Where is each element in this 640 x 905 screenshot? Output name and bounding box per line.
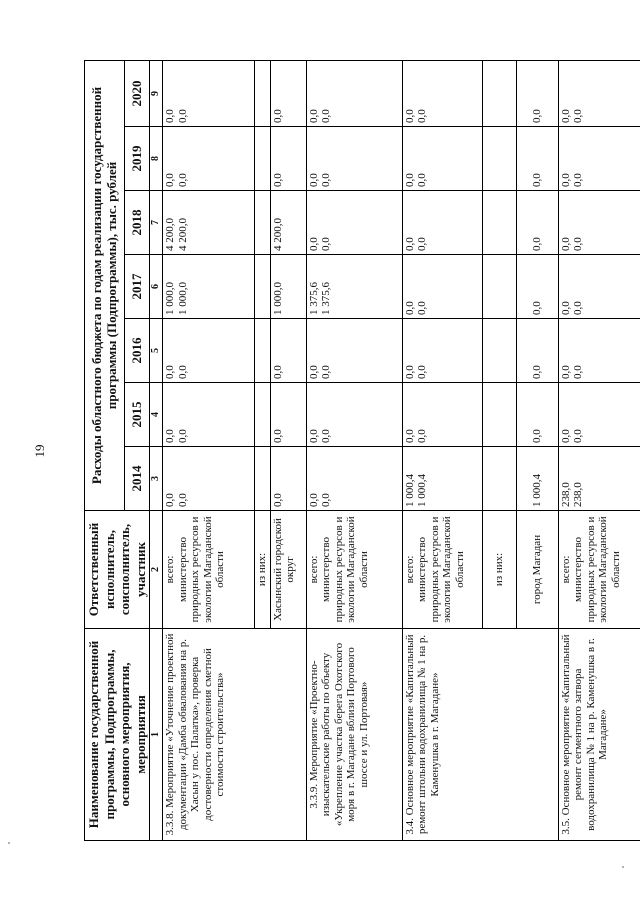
value: 0,0 (307, 237, 320, 251)
column-number: 9 (150, 60, 163, 126)
budget-table (84, 60, 640, 841)
value: 0,0 (403, 301, 416, 315)
value: 238,0 (559, 482, 572, 507)
value: 0,0 (572, 237, 585, 251)
header-year: 2015 (124, 383, 150, 447)
value: 1 000,4 (516, 447, 558, 511)
header-name: Наименование государственной программы, Подпрограммы, основного мероприятия, мероприятия (85, 629, 150, 841)
empty-cell (254, 447, 270, 511)
rotated-table-sheet (84, 61, 623, 841)
value: 0,0 (307, 109, 320, 123)
responsible-district: Хасынский городской округ (270, 511, 306, 629)
value: 0,0 (270, 383, 306, 447)
value: 0,0 (516, 127, 558, 191)
value-cell (558, 191, 640, 255)
empty-cell (254, 60, 270, 126)
value: 0,0 (163, 429, 176, 443)
value-cell (402, 383, 482, 447)
header-year: 2019 (124, 127, 150, 191)
value: 0,0 (163, 109, 176, 123)
value: 0,0 (176, 173, 189, 187)
measure-name: 3.3.9. Мероприятие «Проектно-изыскательские работы по объекту «Укрепление участка берега Охотского моря в г. Магадане вблизи Портового шоссе и ул. Портовая» (306, 629, 402, 841)
scan-dot (8, 842, 10, 844)
value-cell (306, 383, 402, 447)
value: 0,0 (559, 173, 572, 187)
value-cell (162, 191, 254, 255)
measure-name: 3.3.8. Мероприятие «Уточнение проектной документации «Дамба обвалования на р. Хасын у пос. Палатка», проверка достоверности определения сметной стоимости строительства» (162, 629, 306, 841)
value: 0,0 (163, 365, 176, 379)
empty-cell (482, 447, 516, 511)
responsible-subheader: из них: (482, 511, 516, 629)
value: 0,0 (270, 319, 306, 383)
empty-cell (482, 319, 516, 383)
value: 0,0 (320, 173, 333, 187)
value: 1 000,4 (416, 474, 429, 507)
value: 0,0 (403, 429, 416, 443)
value-cell (306, 191, 402, 255)
value-cell (402, 319, 482, 383)
value: 0,0 (416, 365, 429, 379)
value: 0,0 (320, 237, 333, 251)
responsible-ministry: министерство природных ресурсов и экологии Магаданской области (320, 516, 371, 623)
value: 0,0 (559, 301, 572, 315)
header-responsible: Ответственный исполнитель, соисполнитель, участник (85, 511, 150, 629)
value: 0,0 (516, 60, 558, 126)
responsible-cell (306, 511, 402, 629)
column-number: 3 (150, 447, 163, 511)
header-year: 2020 (124, 60, 150, 126)
value: 0,0 (559, 429, 572, 443)
value-cell (306, 127, 402, 191)
value-cell (162, 60, 254, 126)
value: 1 000,0 (163, 282, 176, 315)
responsible-cell (402, 511, 482, 629)
empty-cell (254, 383, 270, 447)
scan-dot (622, 866, 624, 868)
value: 0,0 (320, 109, 333, 123)
value: 0,0 (516, 191, 558, 255)
responsible-city: город Магадан (516, 511, 558, 629)
value: 0,0 (416, 109, 429, 123)
empty-cell (482, 191, 516, 255)
value: 4 200,0 (163, 218, 176, 251)
column-number: 5 (150, 319, 163, 383)
responsible-total: всего: (559, 555, 572, 584)
value: 0,0 (559, 365, 572, 379)
column-number: 7 (150, 191, 163, 255)
value: 1 000,0 (176, 282, 189, 315)
value-cell (402, 60, 482, 126)
value: 0,0 (176, 365, 189, 379)
value-cell (558, 447, 640, 511)
empty-cell (254, 255, 270, 319)
value: 0,0 (176, 109, 189, 123)
value: 0,0 (163, 173, 176, 187)
value: 0,0 (403, 365, 416, 379)
page-number: 19 (32, 444, 47, 458)
value: 0,0 (307, 365, 320, 379)
value: 0,0 (572, 301, 585, 315)
value: 0,0 (416, 429, 429, 443)
value: 0,0 (516, 255, 558, 319)
value: 0,0 (572, 365, 585, 379)
value-cell (402, 127, 482, 191)
value-cell (306, 447, 402, 511)
value-cell (162, 319, 254, 383)
header-expenses: Расходы областного бюджета по годам реализации государственной программы (Подпрограммы), тыс. рублей (85, 60, 125, 510)
value-cell (558, 127, 640, 191)
value-cell (162, 383, 254, 447)
value: 0,0 (320, 493, 333, 507)
empty-cell (254, 127, 270, 191)
value: 0,0 (559, 237, 572, 251)
value-cell (402, 255, 482, 319)
value: 0,0 (163, 493, 176, 507)
value: 0,0 (403, 173, 416, 187)
responsible-cell (162, 511, 254, 629)
responsible-ministry: министерство природных ресурсов и экологии Магаданской области (416, 516, 467, 623)
value: 0,0 (320, 429, 333, 443)
value: 0,0 (270, 60, 306, 126)
value: 0,0 (416, 237, 429, 251)
responsible-ministry: министерство природных ресурсов и экологии Магаданской области (176, 516, 227, 623)
responsible-total: всего: (163, 555, 176, 584)
empty-cell (254, 191, 270, 255)
value-cell (162, 255, 254, 319)
column-number: 4 (150, 383, 163, 447)
value: 0,0 (307, 493, 320, 507)
header-year: 2014 (124, 447, 150, 511)
value: 0,0 (572, 109, 585, 123)
empty-cell (482, 127, 516, 191)
value: 0,0 (572, 429, 585, 443)
value-cell (402, 447, 482, 511)
value: 0,0 (416, 301, 429, 315)
value-cell (558, 383, 640, 447)
value: 238,0 (572, 482, 585, 507)
value-cell (162, 447, 254, 511)
responsible-ministry: министерство природных ресурсов и экологии Магаданской области (572, 516, 623, 623)
measure-name: 3.5. Основное мероприятие «Капитальный ремонт сегментного затвора водохранилища № 1 на р. Каменушка в г. Магадане» (558, 629, 640, 841)
responsible-cell (558, 511, 640, 629)
value: 4 200,0 (270, 191, 306, 255)
value-cell (306, 60, 402, 126)
responsible-total: всего: (307, 555, 320, 584)
value: 1 000,0 (270, 255, 306, 319)
value: 0,0 (572, 173, 585, 187)
value-cell (558, 319, 640, 383)
column-number: 1 (150, 629, 163, 841)
value: 0,0 (270, 127, 306, 191)
header-year: 2017 (124, 255, 150, 319)
value: 0,0 (516, 319, 558, 383)
value: 0,0 (516, 383, 558, 447)
empty-cell (482, 383, 516, 447)
value: 0,0 (403, 109, 416, 123)
column-number: 8 (150, 127, 163, 191)
measure-name: 3.4. Основное мероприятие «Капитальный ремонт штольни водохранилища № 1 на р. Каменушка в г. Магадане» (402, 629, 558, 841)
empty-cell (254, 319, 270, 383)
responsible-subheader: из них: (254, 511, 270, 629)
value: 0,0 (176, 429, 189, 443)
empty-cell (482, 255, 516, 319)
value-cell (558, 255, 640, 319)
value: 1 375,6 (307, 282, 320, 315)
value: 4 200,0 (176, 218, 189, 251)
value-cell (558, 60, 640, 126)
empty-cell (482, 60, 516, 126)
value: 0,0 (307, 173, 320, 187)
value-cell (306, 255, 402, 319)
value: 0,0 (559, 109, 572, 123)
value: 1 375,6 (320, 282, 333, 315)
value-cell (162, 127, 254, 191)
value-cell (306, 319, 402, 383)
header-year: 2018 (124, 191, 150, 255)
header-year: 2016 (124, 319, 150, 383)
value: 0,0 (416, 173, 429, 187)
value: 0,0 (320, 365, 333, 379)
column-number: 6 (150, 255, 163, 319)
value: 0,0 (307, 429, 320, 443)
value: 1 000,4 (403, 474, 416, 507)
responsible-total: всего: (403, 555, 416, 584)
value: 0,0 (270, 447, 306, 511)
value: 0,0 (403, 237, 416, 251)
value-cell (402, 191, 482, 255)
value: 0,0 (176, 493, 189, 507)
column-number: 2 (150, 511, 163, 629)
